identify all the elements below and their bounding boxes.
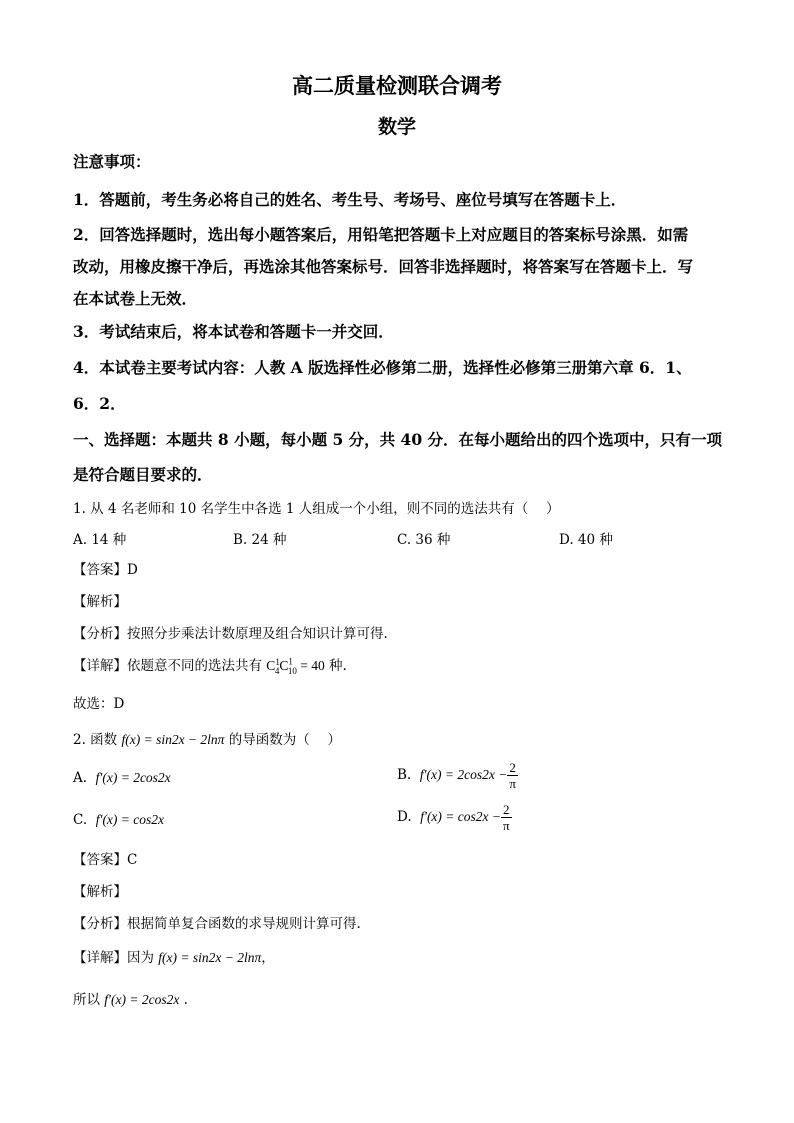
q2-detail-function: f(x) = sin2x − 2lnπ	[158, 950, 262, 965]
notes-item-1: 1．答题前，考生务必将自己的姓名、考生号、考场号、座位号填写在答题卡上．	[73, 190, 627, 209]
q1-option-d: D. 40 种	[559, 532, 613, 548]
q2-answer-label: 【答案】	[73, 852, 127, 868]
section-1-heading-line-2: 是符合题目要求的．	[73, 465, 213, 484]
combination-c-1: C	[266, 658, 276, 673]
q1-combination-formula	[266, 656, 325, 676]
q2-answer	[73, 848, 137, 868]
q2-option-d-label: D.	[397, 809, 412, 825]
q2-option-b-label: B.	[397, 767, 412, 783]
q1-detail-suffix: 种.	[324, 658, 347, 674]
q2-option-c	[73, 812, 164, 828]
q1-option-b: B. 24 种	[233, 532, 287, 548]
q2-stem-suffix: 的导函数为（ ）	[224, 732, 342, 748]
q2-option-d-fraction	[501, 802, 512, 833]
q2-final-formula: f′(x) = 2cos2x	[104, 992, 180, 1007]
combination-result: = 40	[296, 658, 325, 673]
notes-item-4-line-2: 6．2．	[73, 394, 126, 413]
q2-option-c-formula: f′(x) = cos2x	[95, 812, 165, 827]
combination-sup-1: 1	[275, 656, 280, 667]
notes-item-4-line-1: 4．本试卷主要考试内容：人教 A 版选择性必修第二册，选择性必修第三册第六章 6．1、	[73, 358, 692, 377]
q2-detail-prefix: 因为	[127, 950, 159, 966]
q2-fenxi-text: 根据简单复合函数的求导规则计算可得.	[127, 916, 361, 932]
combination-sub-1: 4	[274, 665, 280, 676]
combination-c-2: C	[279, 658, 289, 673]
notes-heading: 注意事项：	[73, 152, 151, 171]
q2-fenxi	[73, 912, 361, 932]
q2-detail	[73, 946, 275, 966]
q2-option-d-formula: f′(x) = cos2x −	[420, 809, 502, 824]
q1-option-c: C. 36 种	[397, 532, 451, 548]
q2-option-a-label: A.	[73, 770, 88, 786]
q1-stem: 1. 从 4 名老师和 10 名学生中各选 1 人组成一个小组，则不同的选法共有（ ）	[73, 501, 560, 517]
q1-answer	[73, 558, 138, 578]
q2-stem	[73, 728, 341, 748]
section-1-heading-line-1: 一、选择题：本题共 8 小题，每小题 5 分，共 40 分．在每小题给出的四个选项中，只有一项	[73, 430, 723, 449]
fraction-numerator: 2	[501, 802, 512, 818]
q1-fenxi-text: 按照分步乘法计数原理及组合知识计算可得.	[127, 626, 388, 642]
notes-item-2-line-3: 在本试卷上无效．	[73, 289, 198, 308]
fraction-denominator: π	[503, 818, 510, 833]
q1-conclusion: 故选：D	[73, 696, 125, 712]
exam-title: 高二质量检测联合调考	[292, 73, 502, 98]
q2-option-a-formula: f′(x) = 2cos2x	[95, 770, 171, 785]
q1-fenxi-label: 【分析】	[73, 626, 127, 642]
q2-final-prefix: 所以	[73, 992, 105, 1008]
q1-detail	[73, 654, 347, 676]
q1-detail-label: 【详解】	[73, 658, 127, 674]
q2-analysis-label: 【解析】	[73, 884, 127, 900]
q1-analysis-label: 【解析】	[73, 594, 127, 610]
q2-final	[73, 988, 188, 1008]
fraction-numerator: 2	[507, 760, 518, 776]
notes-item-2-line-2: 改动，用橡皮擦干净后，再选涂其他答案标号．回答非选择题时，将答案写在答题卡上．写	[73, 257, 694, 276]
q1-option-a: A. 14 种	[73, 532, 127, 548]
q1-answer-value: D	[127, 562, 138, 578]
q2-detail-suffix: ，	[261, 950, 275, 966]
notes-item-2-line-1: 2．回答选择题时，选出每小题答案后，用铅笔把答题卡上对应题目的答案标号涂黑．如需	[73, 225, 689, 244]
combination-sup-2: 1	[288, 656, 293, 667]
q2-option-c-label: C.	[73, 812, 88, 828]
q2-option-b	[397, 760, 518, 791]
q2-answer-value: C	[127, 852, 138, 868]
q1-fenxi	[73, 622, 388, 642]
q2-option-a	[73, 770, 171, 786]
q1-detail-prefix: 依题意不同的选法共有	[127, 658, 267, 674]
q2-option-d	[397, 802, 512, 833]
subject-title: 数学	[377, 116, 416, 138]
q2-stem-function: f(x) = sin2x − 2lnπ	[121, 732, 225, 747]
fraction-denominator: π	[509, 776, 516, 791]
combination-sub-2: 10	[287, 665, 297, 676]
q2-option-b-formula: f′(x) = 2cos2x −	[419, 767, 508, 782]
q2-stem-prefix: 2. 函数	[73, 732, 122, 748]
q1-answer-label: 【答案】	[73, 562, 127, 578]
q2-final-suffix: .	[179, 992, 188, 1008]
q2-fenxi-label: 【分析】	[73, 916, 127, 932]
q2-detail-label: 【详解】	[73, 950, 127, 966]
notes-item-3: 3．考试结束后，将本试卷和答题卡一并交回．	[73, 322, 394, 341]
q2-option-b-fraction	[507, 760, 518, 791]
